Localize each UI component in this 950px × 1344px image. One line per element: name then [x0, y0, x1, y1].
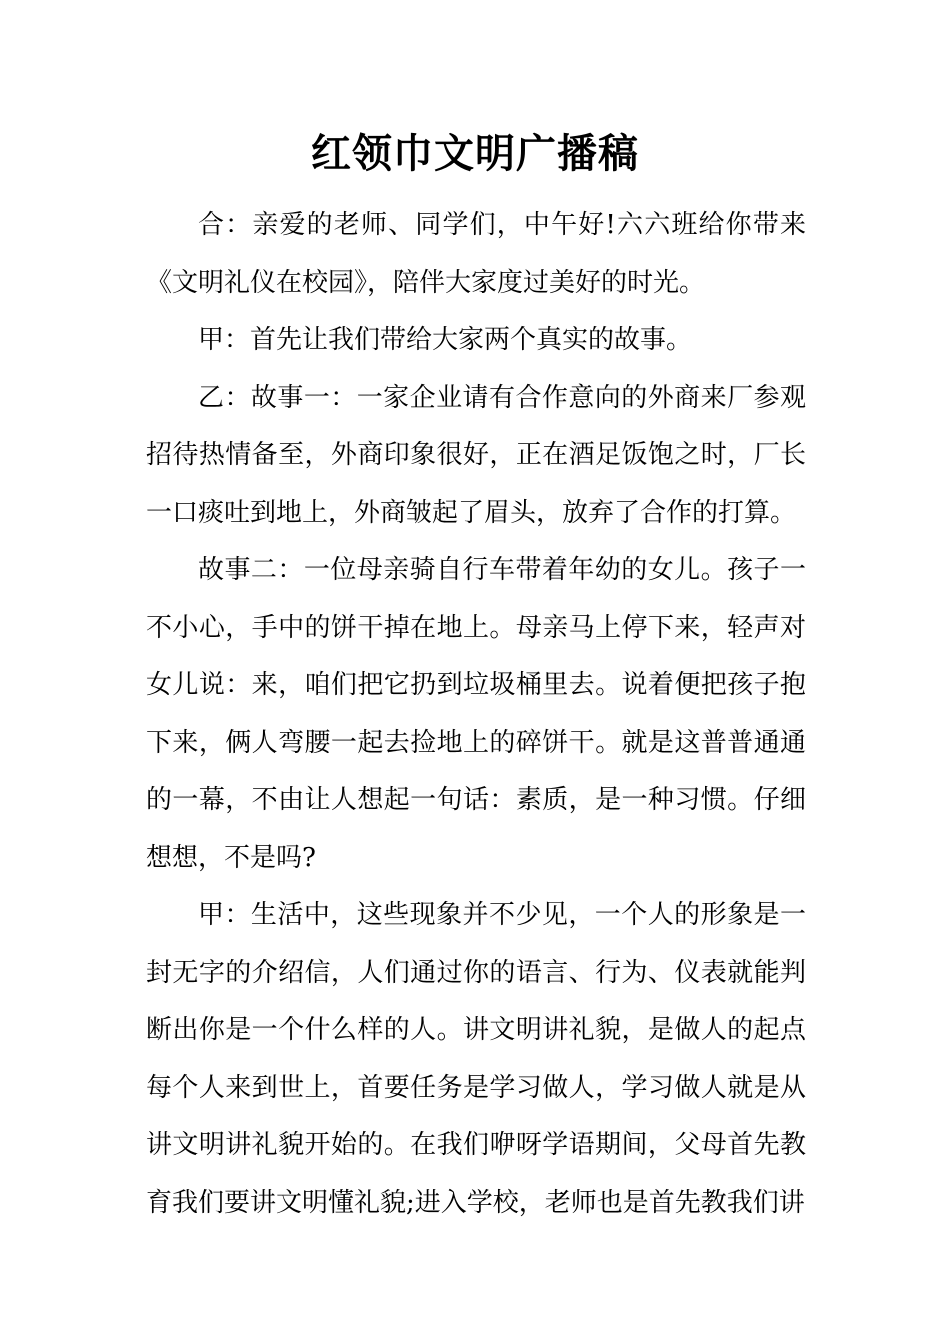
paragraph: 合：亲爱的老师、同学们，中午好!六六班给你带来《文明礼仪在校园》，陪伴大家度过美好的时光。	[146, 210, 806, 298]
paragraph: 甲：首先让我们带给大家两个真实的故事。	[198, 325, 693, 355]
paragraph: 甲：生活中，这些现象并不少见，一个人的形象是一封无字的介绍信，人们通过你的语言、行为、仪表就能判断出你是一个什么样的人。讲文明讲礼貌，是做人的起点每个人来到世上，首要任务是学习做人，学习做人就是从讲文明讲礼貌开始的。在我们咿呀学语期间，父母首先教育我们要讲文明懂礼貌;进入学校，老师也是首先教我们讲	[146, 900, 806, 1218]
document-title: 红领巾文明广播稿	[311, 130, 639, 177]
document-body	[146, 197, 806, 1232]
paragraph: 乙：故事一：一家企业请有合作意向的外商来厂参观招待热情备至，外商印象很好，正在酒足饭饱之时，厂长一口痰吐到地上，外商皱起了眉头，放弃了合作的打算。	[146, 382, 806, 528]
paragraph: 故事二：一位母亲骑自行车带着年幼的女儿。孩子一不小心，手中的饼干掉在地上。母亲马上停下来，轻声对女儿说：来，咱们把它扔到垃圾桶里去。说着便把孩子抱下来，俩人弯腰一起去捡地上的碎饼干。就是这普普通通的一幕，不由让人想起一句话：素质，是一种习惯。仔细想想，不是吗?	[146, 555, 806, 873]
